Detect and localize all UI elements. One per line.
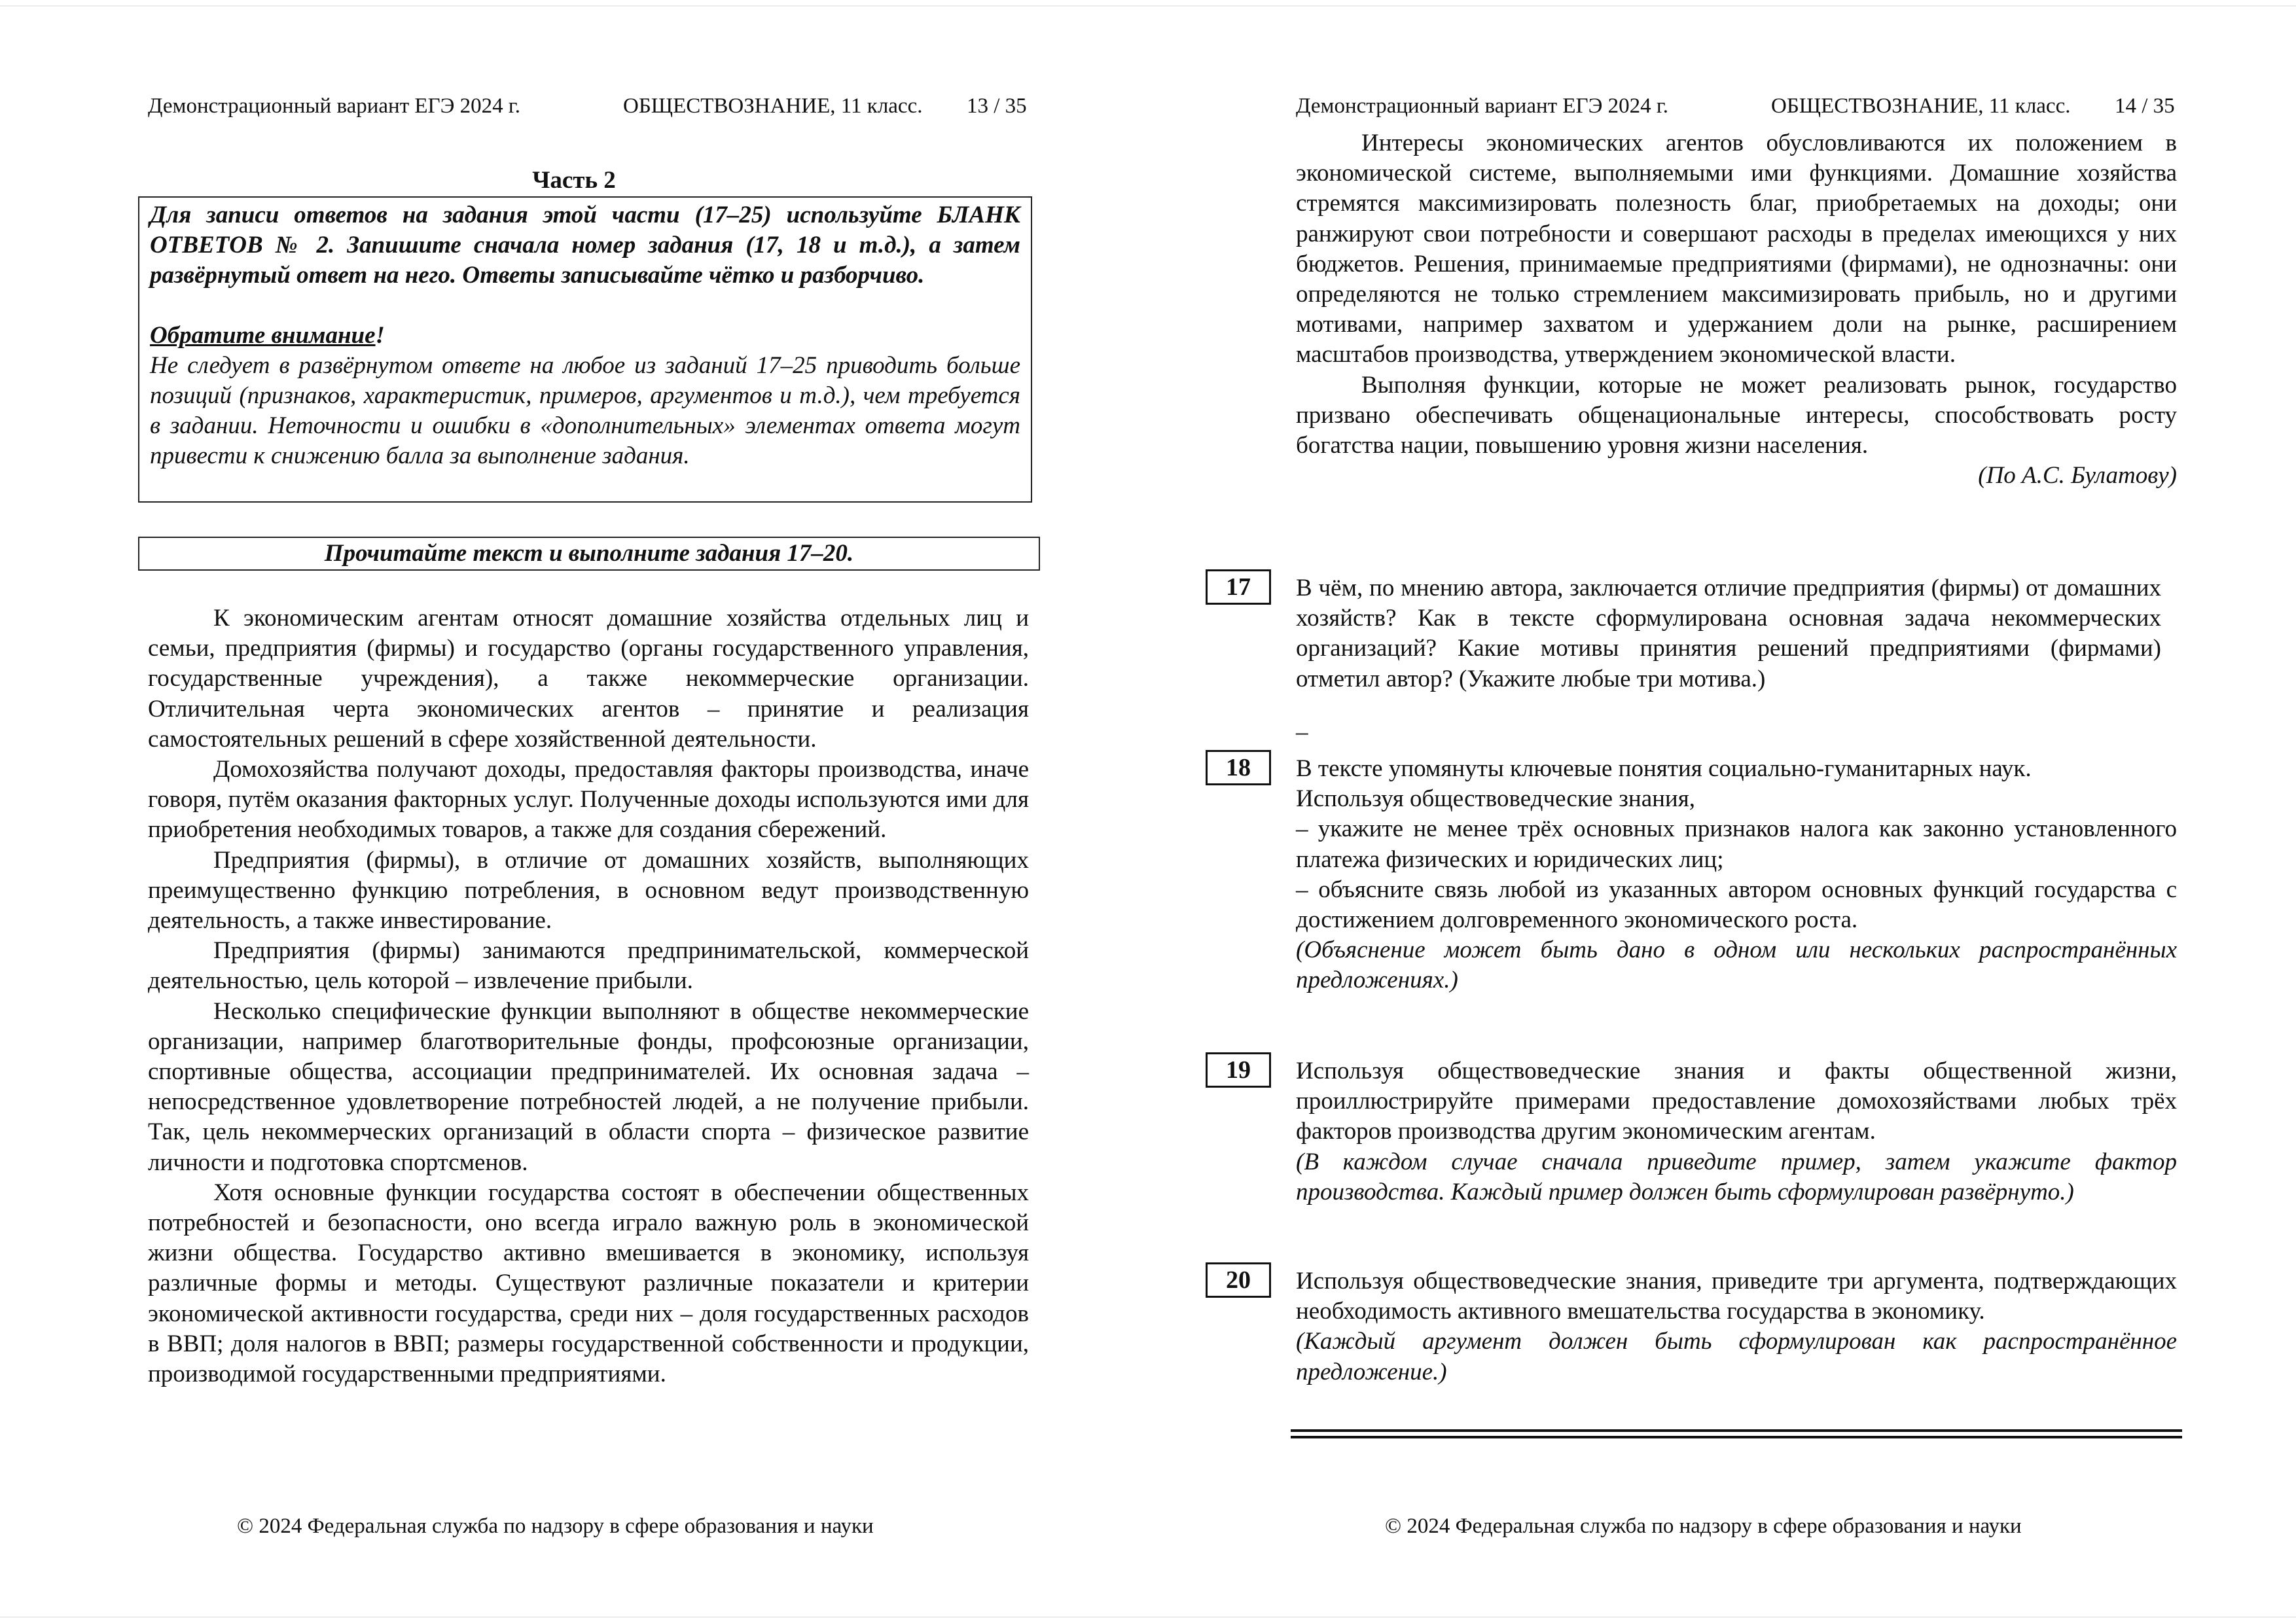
task-lead: Используя обществоведческие знания, <box>1296 785 1695 813</box>
task-item: – объясните связь любой из указанных автором основных функций государства с достижением долговременного экономического роста. <box>1296 876 2177 934</box>
header-subject: ОБЩЕСТВОЗНАНИЕ, 11 класс. <box>1771 94 2071 118</box>
task-number-box: 19 <box>1206 1052 1271 1088</box>
instructions-main: Для записи ответов на задания этой части (17–25) используйте БЛАНК ОТВЕТОВ № 2. Запишите сначала номер задания (17, 18 и т.д.), а затем развёрнутый ответ на него. Ответы записывайте чётко и разборчиво. <box>150 202 1020 289</box>
page-footer: © 2024 Федеральная служба по надзору в сфере образования и науки <box>1385 1514 2022 1538</box>
attention-mark: ! <box>375 322 385 349</box>
task-question: Используя обществоведческие знания и факты общественной жизни, проиллюстрируйте примерами предоставление домохозяйствами любых трёх факторов производства другим экономическим агентам. <box>1296 1058 2177 1145</box>
text-paragraph: Интересы экономических агентов обусловливаются их положением в экономической системе, выполняемыми ими функциями. Домашние хозяйства стремятся максимизировать полезность благ, приобретаемых на доходы; они ранжируют свои потребности и совершают расходы в пределах имеющихся у них бюджетов. Решения, принимаемые предприятиями (фирмами), не однозначны: они определяются не только стремлением максимизировать прибыль, но и другими мотивами, например захватом и удержанием доли на рынке, расширением масштабов производства, утверждением экономической власти. <box>1296 130 2177 368</box>
page-edge <box>1148 1616 2296 1618</box>
task-text <box>1296 1266 2177 1387</box>
task-note: (Каждый аргумент должен быть сформулирован как распространённое предложение.) <box>1296 1328 2177 1385</box>
read-instruction-box: Прочитайте текст и выполните задания 17–20. <box>138 537 1040 571</box>
text-source: (По А.С. Булатову) <box>1978 462 2177 490</box>
task-question: В чём, по мнению автора, заключается отличие предприятия (фирмы) от домашних хозяйств? Как в тексте сформулирована основная задача некоммерческих организаций? Какие мотивы принятия решений предприятиями (фирмами) отметил автор? (Укажите любые три мотива.) <box>1296 575 2161 692</box>
page-footer: © 2024 Федеральная служба по надзору в сфере образования и науки <box>237 1514 874 1538</box>
task-text <box>1296 1056 2177 1207</box>
task-number-box: 17 <box>1206 569 1271 605</box>
header-exam: Демонстрационный вариант ЕГЭ 2024 г. <box>148 94 520 118</box>
attention-text: Не следует в развёрнутом ответе на любое из заданий 17–25 приводить больше позиций (признаков, характеристик, примеров, аргументов и т.д.), чем требуется в задании. Неточности и ошибки в «дополнительных» элементах ответа могут привести к снижению балла за выполнение задания. <box>150 352 1020 469</box>
task-note: (Объяснение может быть дано в одном или нескольких распространённых предложениях.) <box>1296 936 2177 994</box>
task-intro: В тексте упомянуты ключевые понятия социально-гуманитарных наук. <box>1296 755 2032 782</box>
task-text <box>1296 573 2161 694</box>
task-dash-mark: – <box>1296 719 1308 745</box>
task-text <box>1296 754 2177 996</box>
source-text-continued <box>1296 128 2177 491</box>
instructions-box <box>138 196 1032 503</box>
section-end-rule <box>1291 1429 2182 1442</box>
header-exam: Демонстрационный вариант ЕГЭ 2024 г. <box>1296 94 1668 118</box>
text-paragraph: К экономическим агентам относят домашние хозяйства отдельных лиц и семьи, предприятия (фирмы) и государство (органы государственного управления, государственные учреждения), а также некоммерческие организации. Отличительная черта экономических агентов – принятие и реализация самостоятельных решений в сфере хозяйственной деятельности. <box>148 605 1029 753</box>
header-subject: ОБЩЕСТВОЗНАНИЕ, 11 класс. <box>623 94 923 118</box>
header-page-number: 14 / 35 <box>2115 94 2175 118</box>
text-paragraph: Домохозяйства получают доходы, предоставляя факторы производства, иначе говоря, путём оказания факторных услуг. Полученные доходы используются ими для приобретения необходимых товаров, а также для создания сбережений. <box>148 756 1029 844</box>
source-text <box>148 603 1029 1389</box>
text-paragraph: Хотя основные функции государства состоят в обеспечении общественных потребностей и безопасности, оно всегда играло важную роль в экономической жизни общества. Государство активно вмешивается в экономику, используя различные формы и методы. Существуют различные показатели и критерии экономической активности государства, среди них – доля государственных расходов в ВВП; доля налогов в ВВП; размеры государственной собственности и продукции, производимой государственными предприятиями. <box>148 1179 1029 1388</box>
task-question: Используя обществоведческие знания, приведите три аргумента, подтверждающих необходимость активного вмешательства государства в экономику. <box>1296 1268 2177 1325</box>
task-number-box: 18 <box>1206 750 1271 785</box>
attention-label: Обратите внимание <box>150 322 376 349</box>
task-number-box: 20 <box>1206 1262 1271 1298</box>
page-edge <box>1148 5 2296 7</box>
text-paragraph: Предприятия (фирмы) занимаются предпринимательской, коммерческой деятельностью, цель которой – извлечение прибыли. <box>148 937 1029 995</box>
header-page-number: 13 / 35 <box>967 94 1027 118</box>
page-edge <box>0 5 1148 7</box>
text-paragraph: Предприятия (фирмы), в отличие от домашних хозяйств, выполняющих преимущественно функцию потребления, в основном ведут производственную деятельность, а также инвестирование. <box>148 846 1029 935</box>
page-header <box>0 92 1148 120</box>
page-header <box>1148 92 2296 120</box>
page-edge <box>0 1616 1148 1618</box>
text-paragraph: Несколько специфические функции выполняют в обществе некоммерческие организации, например благотворительные фонды, профсоюзные организации, спортивные общества, ассоциации предпринимателей. Их основная задача – непосредственное удовлетворение потребностей людей, а не получение прибыли. Так, цель некоммерческих организаций в области спорта – физическое развитие личности и подготовка спортсменов. <box>148 997 1029 1176</box>
task-item: – укажите не менее трёх основных признаков налога как законно установленного платежа физических и юридических лиц; <box>1296 815 2177 873</box>
page-14 <box>1148 0 2296 1623</box>
text-paragraph: Выполняя функции, которые не может реализовать рынок, государство призвано обеспечивать общенациональные интересы, способствовать росту богатства нации, повышению уровня жизни населения. <box>1296 371 2177 459</box>
part-title: Часть 2 <box>532 167 616 194</box>
task-note: (В каждом случае сначала приведите пример, затем укажите фактор производства. Каждый пример должен быть сформулирован развёрнуто.) <box>1296 1148 2177 1205</box>
